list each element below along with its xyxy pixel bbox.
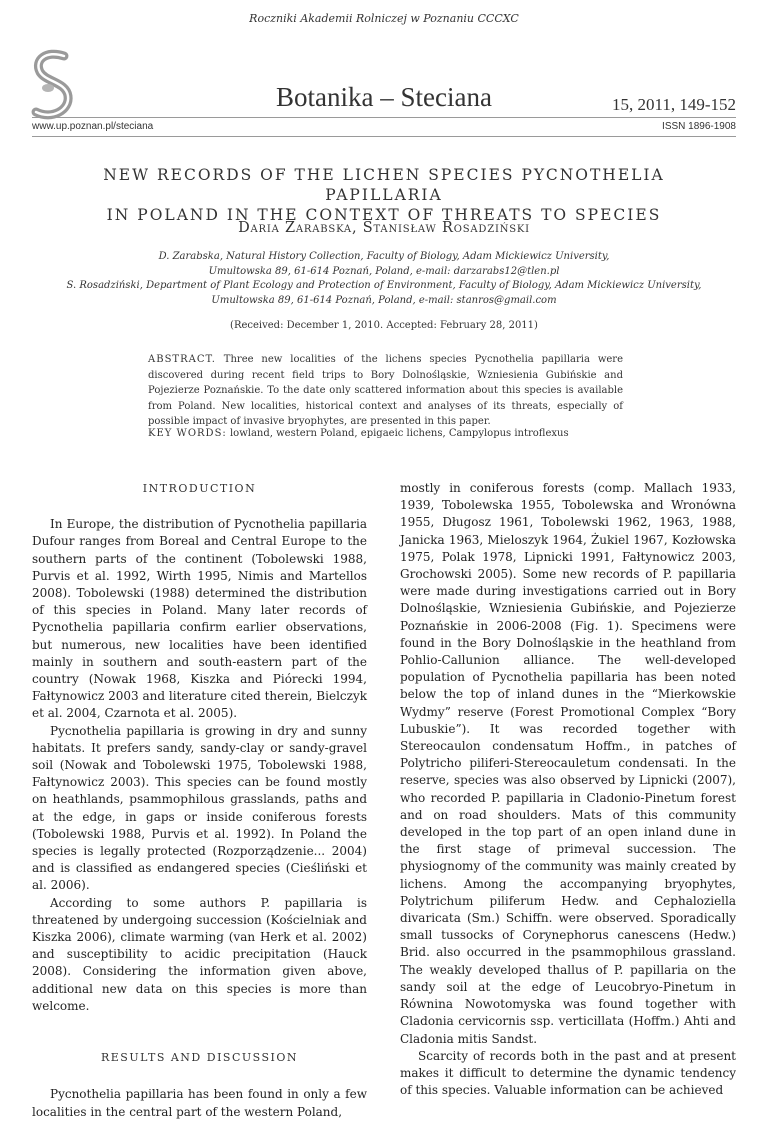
journal-name: Botanika – Steciana <box>276 82 492 112</box>
keywords <box>148 428 623 439</box>
keywords-label: KEY WORDS: <box>148 428 227 439</box>
section-heading-introduction: INTRODUCTION <box>142 482 257 495</box>
affiliation-line: D. Zarabska, Natural History Collection, Faculty of Biology, Adam Mickiewicz University, <box>158 251 610 262</box>
paragraph: Scarcity of records both in the past and at present makes it difficult to determine the dynamic tendency of this species. Valuable information can be achieved <box>400 1048 736 1098</box>
paragraph: Pycnothelia papillaria is growing in dry and sunny habitats. It prefers sandy, sandy-clay or sandy-gravel soil (Nowak and Tobolewski 1975, Tobolewski 1988, Fałtynowicz 2003). This species can be found mostly on heathlands, psammophilous grasslands, paths and at the edge, in gaps or inside coniferous forests (Tobolewski 1988, Purvis et al. 1992). In Poland the species is legally protected (Rozporządzenie... 2004) and is classified as endangered species (Cieśliński et al. 2006). <box>32 723 367 893</box>
paragraph: According to some authors P. papillaria is threatened by undergoing succession (Kościelniak and Kiszka 2006), climate warming (van Herk et al. 2002) and susceptibility to acidic precipitation (Hauck 2008). Considering the information given above, additional new data on this species is more than welcome. <box>32 895 367 1013</box>
volume-info: 15, 2011, 149-152 <box>611 95 736 114</box>
paragraph: Pycnothelia papillaria has been found in only a few localities in the central part of the western Poland, <box>32 1087 367 1119</box>
received-dates: (Received: December 1, 2010. Accepted: February 28, 2011) <box>230 320 538 331</box>
affiliation-line: Umultowska 89, 61-614 Poznań, Poland, e-mail: darzarabs12@tlen.pl <box>208 265 560 277</box>
affiliations <box>40 250 728 308</box>
abstract <box>148 352 623 430</box>
authors: Daria Zarabska, Stanisław Rosadziński <box>238 220 530 236</box>
journal-url[interactable]: www.up.poznan.pl/steciana <box>32 121 154 132</box>
section-heading-results: RESULTS AND DISCUSSION <box>100 1051 299 1065</box>
title-line-2: IN POLAND IN THE CONTEXT OF THREATS TO SPECIES <box>106 206 662 224</box>
article-title <box>60 165 708 225</box>
running-title: Roczniki Akademii Rolniczej w Poznaniu CCCXC <box>249 12 519 25</box>
header-rule-bottom <box>32 136 736 137</box>
right-column <box>400 480 736 1099</box>
left-column <box>32 480 367 1121</box>
title-line-1: NEW RECORDS OF THE LICHEN SPECIES PYCNOTHELIA PAPILLARIA <box>103 166 665 204</box>
paragraph: mostly in coniferous forests (comp. Mallach 1933, 1939, Tobolewska 1955, Tobolewska and Wronówna 1955, Długosz 1961, Tobolewski 1962, 1963, 1988, Janicka 1963, Mieloszyk 1964, Żukiel 1967, Kozłowska 1975, Polak 1978, Lipnicki 1991, Fałtynowicz 2003, Grochowski 2005). Some new records of P. papillaria were made during investigations carried out in Bory Dolnośląskie, Wzniesienia Gubińskie, and Pojezierze Poznańskie in 2006-2008 (Fig. 1). Specimens were found in the Bory Dolnośląskie in the heathland from Pohlio-Callunion alliance. The well-developed population of Pycnothelia papillaria has been noted below the top of inland dunes in the “Mierkowskie Wydmy” reserve (Forest Promotional Complex “Bory Lubuskie”). It was recorded together with Stereocaulon condensatum Hoffm., in patches of Polytricho piliferi-Stereocauletum condensati. In the reserve, species was also observed by Lipnicki (2007), who recorded P. papillaria in Cladonio-Pinetum forest and on road shoulders. Mats of this community developed in the top part of an open inland dune in the first stage of primeval succession. The physiognomy of the community was mainly created by lichens. Among the accompanying bryophytes, Polytrichum piliferum Hedw. and Cephaloziella divaricata (Sm.) Schiffn. were observed. Sporadically small tussocks of Corynephorus canescens (Hedw.) Brid. also occurred in the psammophilous grassland. The weakly developed thallus of P. papillaria on the sandy soil at the edge of Leucobryo-Pinetum in Równina Nowotomyska was found together with Cladonia cervicornis ssp. verticillata (Hoffm.) Ahti and Cladonia mitis Sandst. <box>400 481 736 1046</box>
abstract-label: ABSTRACT. <box>148 354 216 365</box>
header-rule <box>32 117 736 118</box>
affiliation-line: Umultowska 89, 61-614 Poznań, Poland, e-mail: stanros@gmail.com <box>211 294 557 306</box>
issn: ISSN 1896-1908 <box>662 121 736 132</box>
keywords-text: lowland, western Poland, epigaeic lichens, Campylopus introflexus <box>229 428 569 439</box>
paragraph: In Europe, the distribution of Pycnothelia papillaria Dufour ranges from Boreal and Central Europe to the southern parts of the continent (Tobolewski 1988, Purvis et al. 1992, Wirth 1995, Nimis and Martellos 2008). Tobolewski (1988) determined the distribution of this species in Poland. Many later records of Pycnothelia papillaria confirm earlier observations, but numerous, new localities have been identified mainly in southern and south-eastern part of the country (Nowak 1968, Kiszka and Piórecki 1994, Fałtynowicz 2003 and literature cited therein, Bielczyk et al. 2004, Czarnota et al. 2005). <box>32 517 367 721</box>
abstract-text: Three new localities of the lichens species Pycnothelia papillaria were discovered during recent field trips to Bory Dolnośląskie, Wzniesienia Gubińskie and Pojezierze Poznańskie. To the date only scattered information about this species is available from Poland. New localities, historical context and analyses of its threats, especially of possible impact of invasive bryophytes, are presented in this paper. <box>148 354 623 427</box>
affiliation-line: S. Rosadziński, Department of Plant Ecology and Protection of Environment, Faculty of Biology, Adam Mickiewicz University, <box>66 280 702 291</box>
